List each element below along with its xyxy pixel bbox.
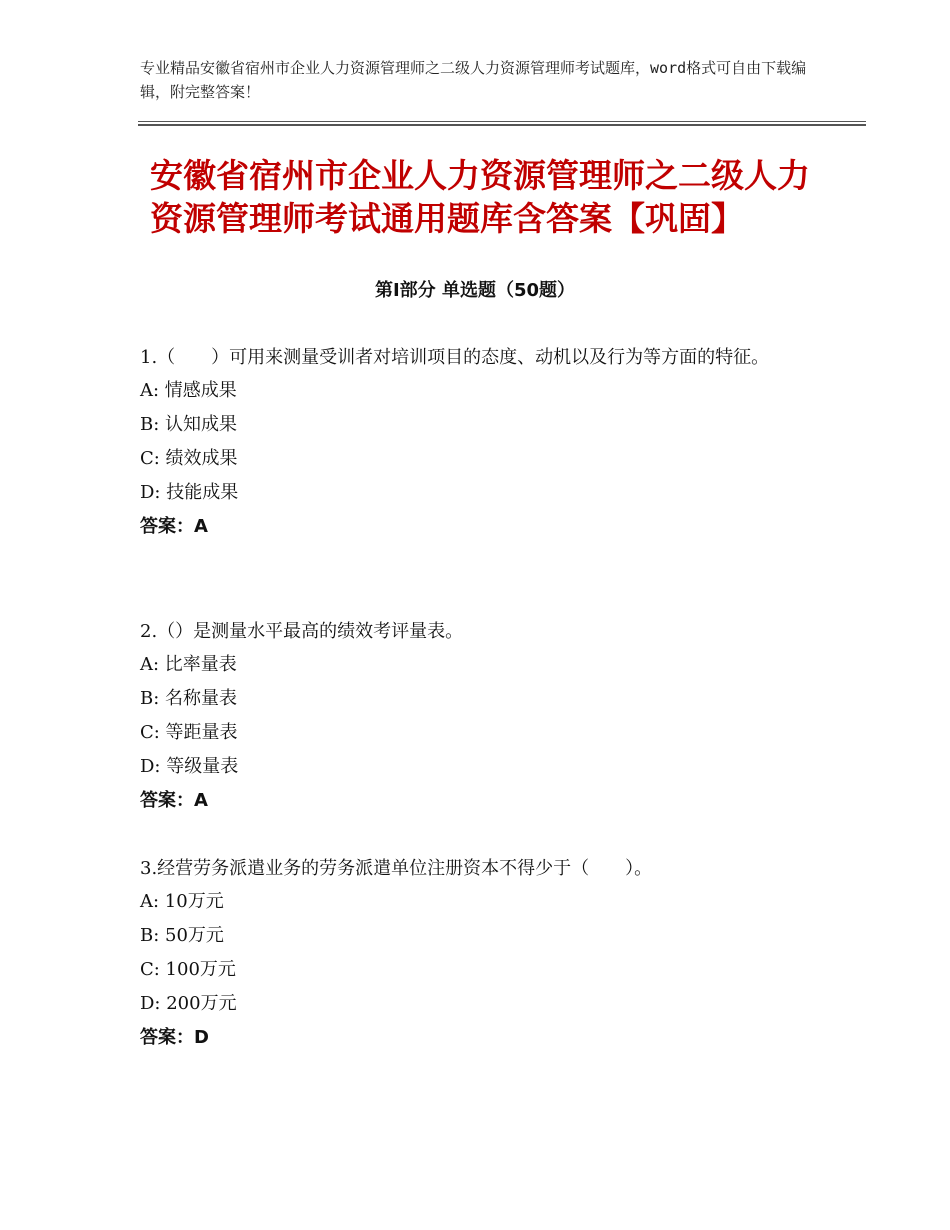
- answer: 答案：A: [140, 516, 208, 537]
- answer: 答案：D: [140, 1027, 209, 1048]
- option-b: B: 认知成果: [140, 414, 238, 435]
- answer: 答案：A: [140, 790, 208, 811]
- question-3: [140, 853, 810, 1055]
- option-d: D: 200万元: [140, 993, 237, 1014]
- question-text: 1.（ ）可用来测量受训者对培训项目的态度、动机以及行为等方面的特征。: [140, 347, 770, 368]
- question-2: [140, 616, 810, 818]
- document-title: 安徽省宿州市企业人力资源管理师之二级人力资源管理师考试通用题库含答案【巩固】: [150, 156, 810, 238]
- section-heading: 第Ⅰ部分 单选题（50题）: [374, 280, 575, 301]
- header-rule: [138, 121, 866, 122]
- option-d: D: 等级量表: [140, 756, 239, 777]
- question-text: 2.（）是测量水平最高的绩效考评量表。: [140, 621, 464, 642]
- option-a: A: 比率量表: [140, 654, 237, 675]
- option-a: A: 情感成果: [140, 380, 237, 401]
- option-a: A: 10万元: [140, 891, 224, 912]
- option-c: C: 绩效成果: [140, 448, 238, 469]
- option-b: B: 名称量表: [140, 688, 238, 709]
- option-c: C: 100万元: [140, 959, 236, 980]
- question-1: [140, 342, 810, 544]
- header-note: 专业精品安徽省宿州市企业人力资源管理师之二级人力资源管理师考试题库，word格式可自由下载编辑，附完整答案！: [140, 59, 807, 101]
- option-b: B: 50万元: [140, 925, 224, 946]
- question-text: 3.经营劳务派遣业务的劳务派遣单位注册资本不得少于（ ）。: [140, 858, 653, 879]
- header-rule-thick: [138, 124, 866, 126]
- option-c: C: 等距量表: [140, 722, 238, 743]
- option-d: D: 技能成果: [140, 482, 239, 503]
